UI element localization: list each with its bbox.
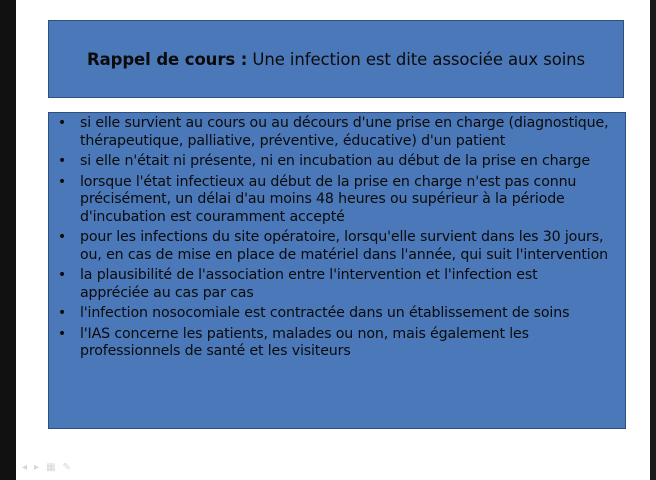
slideshow-controls [22, 462, 71, 473]
bullet-item [57, 326, 609, 361]
slide-title [87, 50, 585, 69]
prev-arrow-icon[interactable]: ◂ [22, 462, 28, 473]
bullet-text: si elle survient au cours ou au décours d'une prise en charge (diagnostique, thérapeutique, palliative, préventive, éducative) d'un patient [80, 115, 609, 149]
bullet-item [57, 174, 609, 227]
right-dark-border [650, 0, 656, 480]
left-dark-border [0, 0, 16, 480]
bullet-icon: • [57, 229, 67, 245]
pen-icon[interactable]: ✎ [62, 462, 71, 473]
bullet-text: lorsque l'état infectieux au début de la prise en charge n'est pas connu précisément, un délai d'au moins 48 heures ou supérieur à la période d'incubation est couramment accepté [80, 173, 577, 225]
bullet-icon: • [57, 115, 67, 131]
bullet-text: l'IAS concerne les patients, malades ou non, mais également les professionnels de santé et les visiteurs [80, 325, 529, 359]
slide-title-text: Une infection est dite associée aux soins [247, 49, 586, 69]
bullet-text: pour les infections du site opératoire, lorsqu'elle survient dans les 30 jours, ou, en cas de mise en place de matériel dans l'année, qui suit l'intervention [80, 229, 608, 263]
bullet-list [57, 115, 609, 361]
bullet-text: si elle n'était ni présente, ni en incubation au début de la prise en charge [80, 153, 590, 169]
bullet-icon: • [57, 153, 67, 169]
bullet-icon: • [57, 173, 67, 190]
bullet-item [57, 305, 609, 323]
slide-content-box [48, 112, 626, 429]
slide-title-bold: Rappel de cours : [86, 49, 248, 69]
slide-menu-icon[interactable]: ▦ [46, 462, 56, 473]
next-arrow-icon[interactable]: ▸ [34, 462, 40, 473]
bullet-icon: • [57, 305, 67, 321]
bullet-icon: • [57, 267, 67, 283]
bullet-item [57, 267, 609, 302]
bullet-text: la plausibilité de l'association entre l'intervention et l'infection est appréciée au cas par cas [80, 267, 538, 301]
bullet-item [57, 229, 609, 264]
bullet-icon: • [57, 325, 67, 342]
slide-title-box [48, 20, 624, 98]
bullet-item [57, 153, 609, 171]
bullet-text: l'infection nosocomiale est contractée dans un établissement de soins [80, 305, 570, 321]
bullet-item [57, 115, 609, 150]
